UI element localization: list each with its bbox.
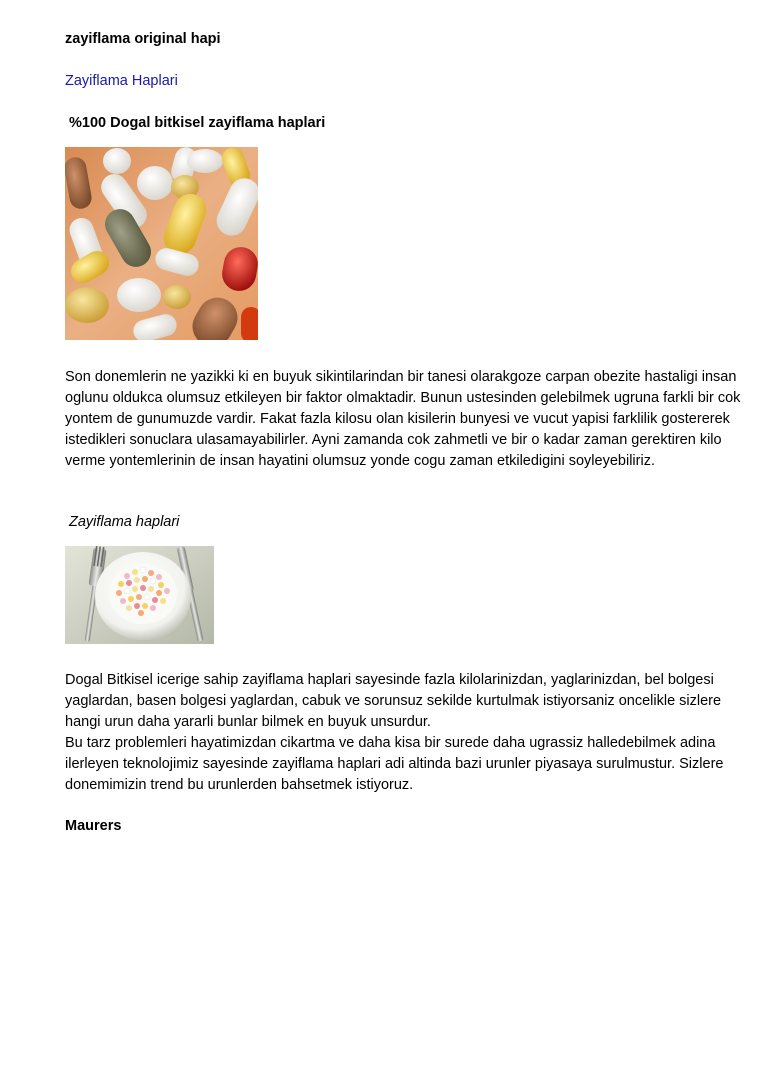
pills-photo — [65, 147, 258, 340]
paragraph-dogal-bitkisel: Dogal Bitkisel icerige sahip zayiflama haplari sayesinde fazla kilolarinizdan, yaglarinizdan, bel bolgesi yaglardan, basen bolgesi yaglardan, cabuk ve sorunsuz sekilde kurtulmak istiyorsaniz oncelikle sizlere hangi urun daha yararli bunlar bilmek en buyuk unsurdur. — [65, 672, 722, 730]
subheading: %100 Dogal bitkisel zayiflama haplari — [69, 115, 326, 131]
maurers-heading: Maurers — [65, 818, 122, 834]
zayiflama-haplari-link[interactable]: Zayiflama Haplari — [65, 73, 178, 89]
italic-caption: Zayiflama haplari — [69, 514, 180, 530]
document-title: zayiflama original hapi — [65, 31, 221, 47]
pills-photo-svg — [65, 147, 258, 340]
paragraph-obezite: Son donemlerin ne yazikki ki en buyuk sikintilarindan bir tanesi olarakgoze carpan obezite hastaligi insan oglunu oldukca olumsuz etkileyen bir faktor olmaktadir. Bunun ustesinden gelebilmek ugruna farkli bir cok yontem de gunumuzde vardir. Fakat fazla kilosu olan kisilerin bunyesi ve vucut yapisi farklilik gostererek istedikleri sonuclara ulasamayabilirler. Ayni zamanda cok zahmetli ve bir o kadar zaman gerektiren kilo verme yontemlerinin de insan hayatini olumsuz yonde cogu zaman etkiledigini soyleyebiliriz. — [65, 369, 741, 469]
plate-photo — [65, 546, 214, 644]
plate-photo-svg — [65, 546, 214, 644]
paragraph-problemleri: Bu tarz problemleri hayatimizdan cikartma ve daha kisa bir surede daha ugrassiz halledebilmek adina ilerleyen teknolojimiz sayesinde zayiflama haplari adi altinda bazi urunler piyasaya surulmustur. Sizlere donemimizin trend bu urunlerden bahsetmek istiyoruz. — [65, 735, 724, 793]
